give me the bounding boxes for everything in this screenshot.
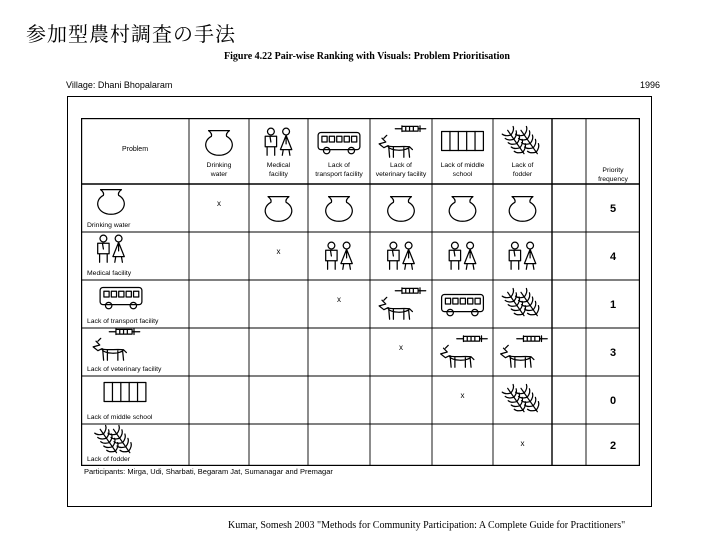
ranking-matrix [81,118,640,466]
people-icon [388,242,415,269]
school-icon [104,383,146,402]
bus-icon [318,133,360,154]
row-label: Drinking water [87,222,131,229]
pot-icon [509,197,536,222]
year-label: 1996 [640,80,661,90]
animal-syringe-icon [93,329,140,360]
pot-icon [326,197,353,222]
column-label: Drinking [206,162,232,169]
people-icon [98,235,125,262]
fodder-icon [502,127,543,158]
column-label: veterinary facility [375,171,427,178]
column-label: Lack of middle [440,162,485,169]
participants-line: Participants: Mirga, Udi, Sharbati, Begaram Jat, Sumanagar and Premagar [84,467,333,476]
row-label: Lack of fodder [87,456,131,463]
priority-value: 1 [609,299,617,311]
column-label: fodder [512,171,533,178]
tie-mark: x [520,439,525,448]
priority-header: Priority [602,167,624,174]
tie-mark: x [217,199,221,208]
column-label: Lack of [390,162,412,169]
row-label: Lack of middle school [87,414,153,421]
animal-syringe-icon [379,288,426,319]
figure-title: Figure 4.22 Pair-wise Ranking with Visuals: Problem Prioritisation [224,51,510,62]
bus-icon [100,288,142,309]
priority-value: 0 [609,395,617,407]
pot-icon [388,197,415,222]
row-label: Lack of transport facility [87,318,159,325]
tie-mark: x [399,343,403,352]
people-icon [326,242,353,269]
priority-value: 4 [609,251,617,263]
column-label: Lack of [511,162,534,169]
fodder-icon [502,385,543,416]
pot-icon [98,190,125,215]
animal-syringe-icon [501,336,548,367]
pot-icon [265,197,292,222]
column-label: Medical [266,162,291,169]
priority-value: 2 [609,440,617,452]
people-icon [509,242,536,269]
tie-mark: x [276,247,281,256]
school-icon [442,132,484,151]
fodder-icon [95,426,136,457]
people-icon [265,128,292,155]
fodder-icon [502,289,543,320]
citation: Kumar, Somesh 2003 "Methods for Community Participation: A Complete Guide for Practitioners" [228,520,626,531]
column-label: Lack of [328,162,350,169]
priority-value: 5 [609,203,617,215]
column-label: water [210,171,228,178]
column-label: school [452,171,473,178]
priority-value: 3 [609,347,617,359]
tie-mark: x [460,391,465,400]
animal-syringe-icon [441,336,488,367]
row-label: Medical facility [87,270,132,277]
pot-icon [449,197,476,222]
people-icon [449,242,476,269]
bus-icon [442,295,484,316]
row-label: Lack of veterinary facility [87,366,162,373]
column-label: transport facility [315,171,363,178]
village-label: Village: Dhani Bhopalaram [66,80,173,90]
column-label: facility [269,171,288,178]
animal-syringe-icon [379,126,426,157]
tie-mark: x [337,295,341,304]
priority-header: frequency [598,176,628,183]
corner-label: Problem [121,146,149,153]
pot-icon [206,131,233,156]
slide-title: 参加型農村調査の手法 [26,22,236,46]
